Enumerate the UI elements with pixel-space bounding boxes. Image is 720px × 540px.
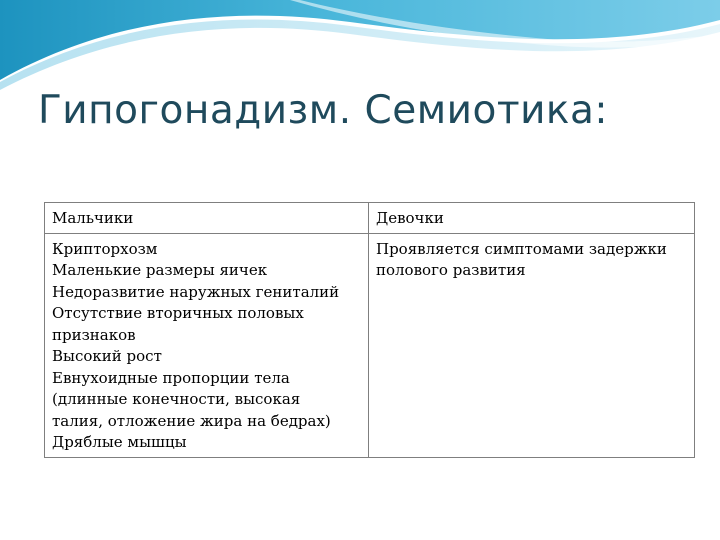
header-cell-girls: Девочки [369,203,695,234]
girls-symptom-line: полового развития [376,261,526,279]
boys-symptom-line: признаков [52,325,136,344]
header-cell-boys: Мальчики [45,203,369,234]
boys-symptom-line: Крипторхозм [52,239,158,258]
girls-symptoms-cell [369,233,695,457]
decorative-wave-header [0,0,720,90]
semiotics-table [44,202,695,458]
boys-symptoms-cell [45,233,369,457]
boys-symptom-line: талия, отложение жира на бедрах) [52,411,331,430]
boys-symptom-line: Недоразвитие наружных гениталий [52,282,340,301]
boys-symptom-line: (длинные конечности, высокая [52,390,301,408]
boys-symptom-line: Евнухоидные пропорции тела [52,368,290,387]
table-row [45,233,695,457]
boys-symptom-line: Маленькие размеры яичек [52,261,268,279]
slide-title: Гипогонадизм. Семиотика: [38,88,609,133]
girls-symptom-line: Проявляется симптомами задержки [376,239,667,258]
table-header-row [45,203,695,234]
boys-symptom-line: Высокий рост [52,347,162,365]
boys-symptom-line: Дряблые мышцы [52,433,187,451]
boys-symptom-line: Отсутствие вторичных половых [52,304,304,322]
